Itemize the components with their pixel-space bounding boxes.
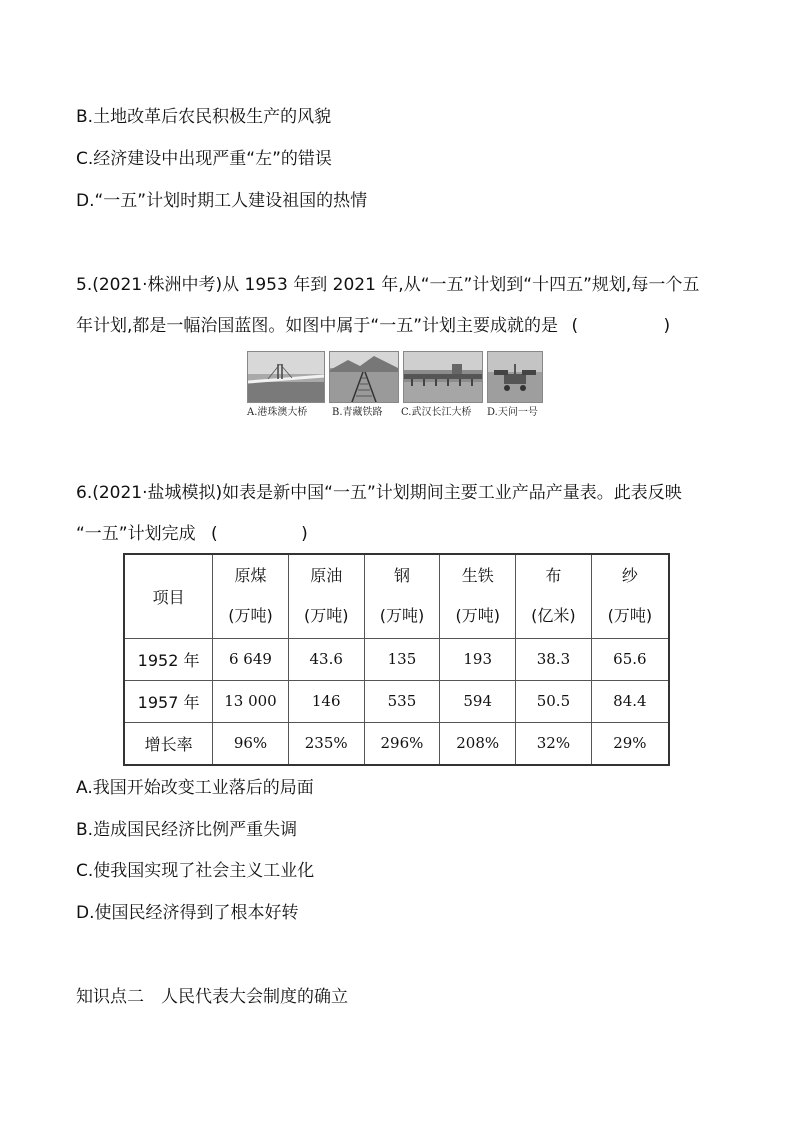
q5-stem-line2	[76, 314, 670, 338]
table-header-cell: 钢 (万吨)	[364, 554, 440, 638]
table-row-label: 增长率	[124, 722, 213, 765]
table-cell: 594	[440, 680, 516, 722]
table-cell: 38.3	[516, 638, 592, 680]
table-cell: 296%	[364, 722, 440, 765]
q5-stem-line1: 5.(2021·株洲中考)从 1953 年到 2021 年,从“一五”计划到“十四五”规划,每一个五	[76, 275, 700, 295]
railway-photo-icon	[329, 351, 399, 403]
table-cell: 208%	[440, 722, 516, 765]
q5-caption-a: A.港珠澳大桥	[247, 407, 308, 418]
table-row-label: 1957 年	[124, 680, 213, 722]
q5-answer-paren-close: )	[663, 316, 671, 336]
table-cell: 235%	[288, 722, 364, 765]
q6-option-d: D.使国民经济得到了根本好转	[76, 903, 299, 923]
q4-option-b: B.土地改革后农民积极生产的风貌	[76, 107, 332, 127]
q4-option-c: C.经济建设中出现严重“左”的错误	[76, 149, 332, 169]
q5-image-strip	[247, 351, 547, 423]
table-corner-cell: 项目	[124, 554, 213, 638]
section-heading: 知识点二 人民代表大会制度的确立	[76, 987, 348, 1007]
table-row-label: 1952 年	[124, 638, 213, 680]
rover-photo-icon	[487, 351, 543, 403]
q6-option-c: C.使我国实现了社会主义工业化	[76, 861, 315, 881]
q6-answer-paren-close: )	[301, 524, 308, 544]
table-header-cell: 纱 (万吨)	[591, 554, 669, 638]
q4-option-d: D.“一五”计划时期工人建设祖国的热情	[76, 191, 368, 211]
table-cell: 84.4	[591, 680, 669, 722]
table-header-cell: 布 (亿米)	[516, 554, 592, 638]
q6-stem-line1: 6.(2021·盐城模拟)如表是新中国“一五”计划期间主要工业产品产量表。此表反映	[76, 483, 682, 503]
q5-caption-b: B.青藏铁路	[332, 407, 383, 418]
table-header-cell: 生铁 (万吨)	[440, 554, 516, 638]
table-cell: 135	[364, 638, 440, 680]
q5-answer-paren-open: (	[571, 316, 579, 336]
table-header-cell: 原油 (万吨)	[288, 554, 364, 638]
table-cell: 50.5	[516, 680, 592, 722]
table-cell: 43.6	[288, 638, 364, 680]
q6-option-b: B.造成国民经济比例严重失调	[76, 820, 298, 840]
q5-caption-d: D.天问一号	[487, 407, 538, 418]
table-cell: 65.6	[591, 638, 669, 680]
bridge-photo-icon	[247, 351, 325, 403]
table-cell: 13 000	[213, 680, 289, 722]
table-row	[124, 722, 669, 765]
production-table	[123, 553, 670, 766]
q6-stem-line2	[76, 522, 308, 546]
table-row	[124, 680, 669, 722]
q5-caption-c: C.武汉长江大桥	[401, 407, 472, 418]
table-header-row	[124, 554, 669, 638]
q6-stem-text: “一五”计划完成	[76, 524, 196, 544]
river-bridge-photo-icon	[403, 351, 483, 403]
q6-option-a: A.我国开始改变工业落后的局面	[76, 778, 314, 798]
table-cell: 32%	[516, 722, 592, 765]
table-cell: 6 649	[213, 638, 289, 680]
table-header-cell: 原煤 (万吨)	[213, 554, 289, 638]
table-cell: 29%	[591, 722, 669, 765]
table-cell: 96%	[213, 722, 289, 765]
table-cell: 193	[440, 638, 516, 680]
q5-stem-text: 年计划,都是一幅治国蓝图。如图中属于“一五”计划主要成就的是	[76, 316, 559, 336]
table-cell: 535	[364, 680, 440, 722]
table-cell: 146	[288, 680, 364, 722]
q6-answer-paren-open: (	[211, 524, 218, 544]
table-row	[124, 638, 669, 680]
